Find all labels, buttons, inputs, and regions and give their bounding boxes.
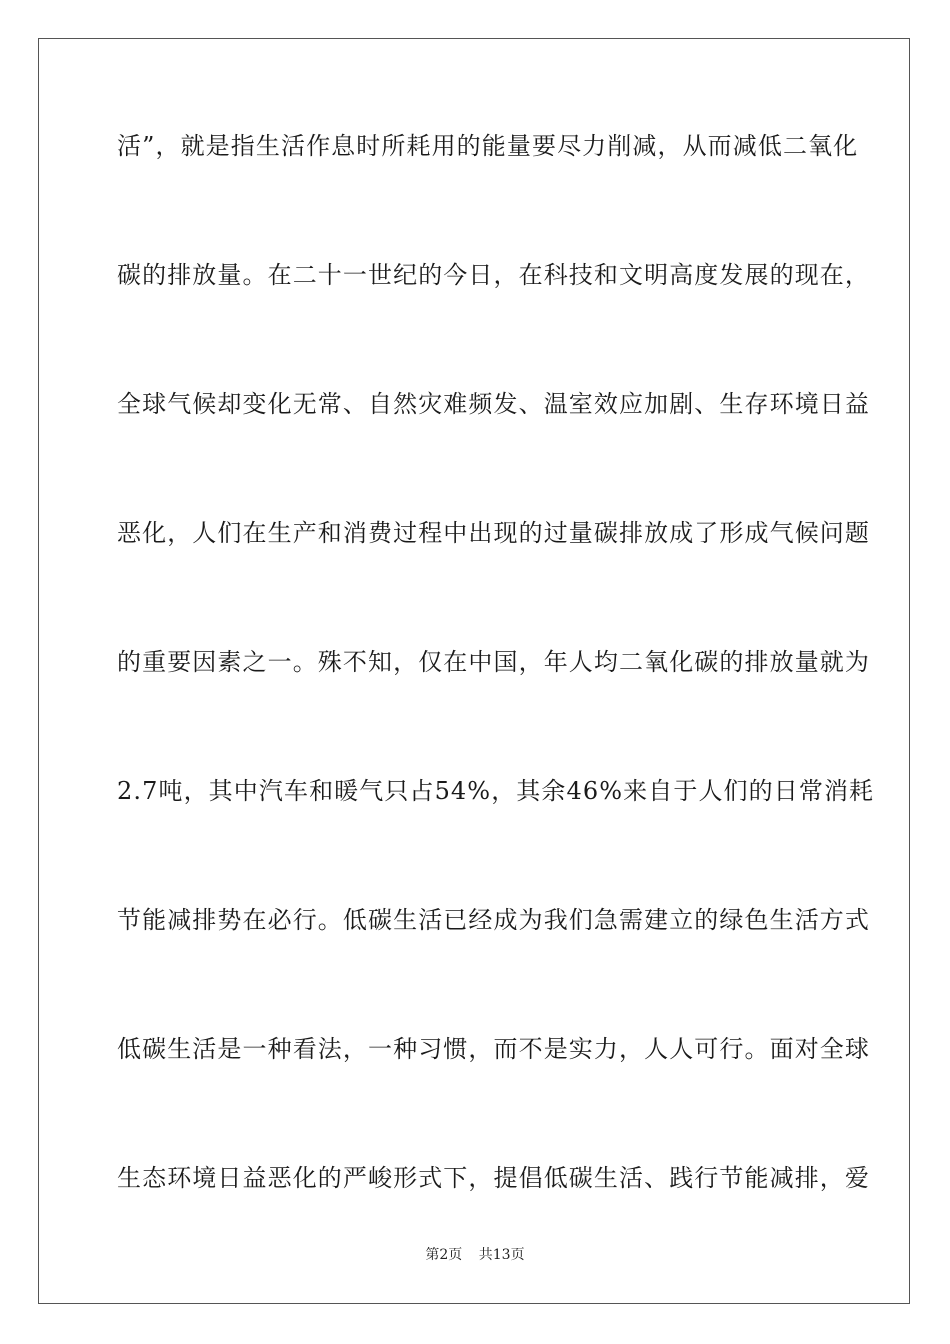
paragraph-line: 生态环境日益恶化的严峻形式下，提倡低碳生活、践行节能减排，爱 — [117, 1164, 870, 1192]
paragraph-line: 2.7吨，其中汽车和暖气只占54%，其余46%来自于人们的日常消耗 — [117, 777, 875, 805]
paragraph-line: 碳的排放量。在二十一世纪的今日，在科技和文明高度发展的现在， — [117, 261, 870, 289]
document-body — [117, 128, 875, 1289]
paragraph-line: 节能减排势在必行。低碳生活已经成为我们急需建立的绿色生活方式 — [117, 906, 870, 934]
paragraph-line: 活”，就是指生活作息时所耗用的能量要尽力削减，从而减低二氧化 — [117, 132, 859, 160]
paragraph-line: 的重要因素之一。殊不知，仅在中国，年人均二氧化碳的排放量就为 — [117, 648, 870, 676]
paragraph-line: 全球气候却变化无常、自然灾难频发、温室效应加剧、生存环境日益 — [117, 390, 870, 418]
page-footer — [0, 1244, 950, 1264]
paragraph-line: 恶化，人们在生产和消费过程中出现的过量碳排放成了形成气候问题 — [117, 519, 870, 547]
paragraph-line: 低碳生活是一种看法，一种习惯，而不是实力，人人可行。面对全球 — [117, 1035, 870, 1063]
total-pages: 共13页 — [478, 1247, 525, 1263]
page-number: 第2页 — [425, 1247, 463, 1263]
